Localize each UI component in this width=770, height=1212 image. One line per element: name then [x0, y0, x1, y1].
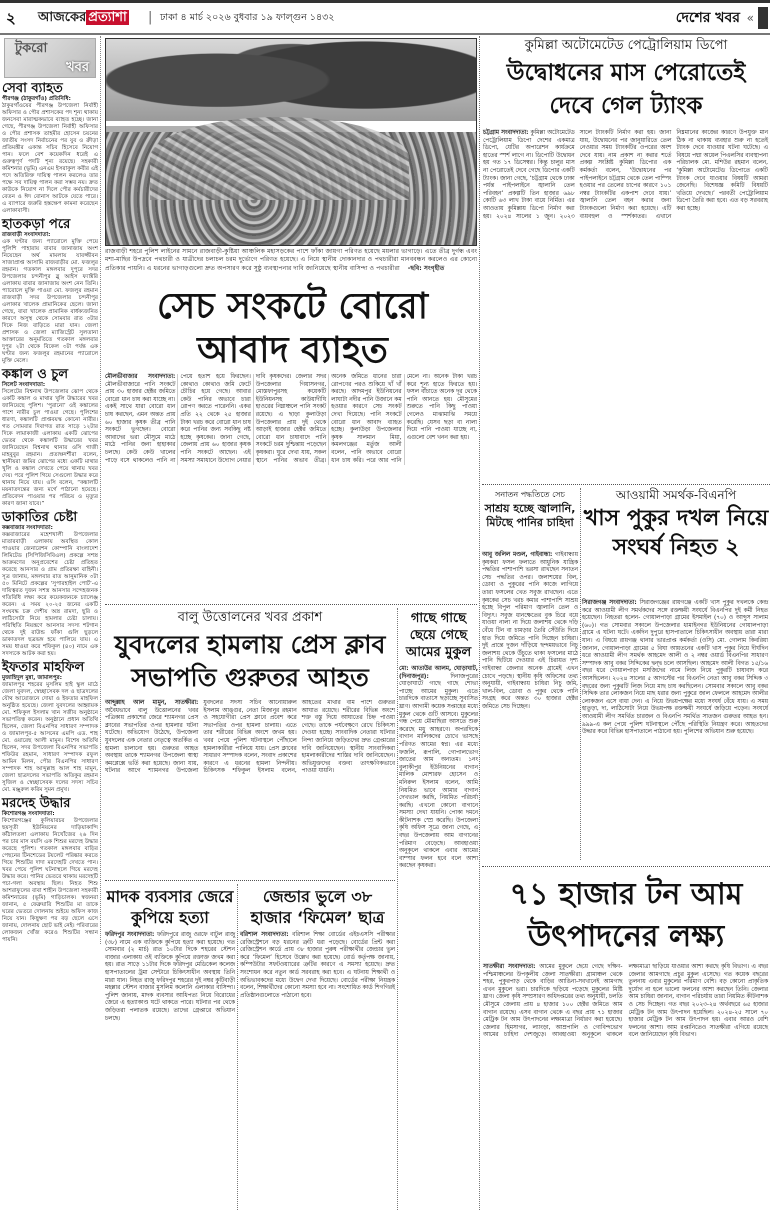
mango-blossom-byline: মো: আতাউর আলম, ঘোড়াঘাট, (দিনাজপুর):: [399, 666, 478, 680]
brief-byline: সিলেট সংবাদদাতা:: [2, 382, 46, 388]
photo-caption: [105, 248, 477, 273]
brief-item: [2, 81, 98, 215]
drug-headline[interactable]: মাদক ব্যবসার জেরে কুপিয়ে হত্যা: [106, 887, 234, 927]
depot-body: [483, 130, 768, 221]
pond-body: [582, 600, 768, 737]
mango-blossom-body: [399, 666, 478, 871]
brief-headline[interactable]: সেবা ব্যাহত: [2, 81, 63, 96]
briefs-banner-bottom: খবর: [66, 60, 89, 75]
drug-byline: ফরিদপুর সংবাদদাতা:: [105, 932, 155, 938]
brief-body: সিলেটের বিশ্বনাথ উপজেলার ঝোপ থেকে একটি কঙ্কাল ও মাথার খুলি উদ্ধারের খবর জানিয়েছে পুলিশ। ‘পুরানো’ ওই কঙ্কালের পাশে নারীর চুল পাওয়া গেছে। পুলিশের ধারণা, কঙ্কালটি প্রাপ্তবয়স্ক কোনো নারীর। গত সোমবার দিবাগত রাত সাড়ে ১২টার দিকে লামাকাজী এলাকায় একটি ঝোপের ভেতর থেকে কঙ্কালটি উদ্ধারের খবর জানিয়েছেন বিশ্বনাথ থানার ওসি গাজী মাহবুবুর রহমান। প্রত্যক্ষদর্শীরা বলেন, স্থানীয়রা জমির ঝোপের মধ্যে একটি মাথার খুলি ও কঙ্কাল দেখতে পেয়ে থানায় খবর দেয়। পরে পুলিশ গিয়ে সেগুলো উদ্ধার করে থানায় নিয়ে যায়। ওসি বলেন, “কঙ্কালটি ময়নাতদন্তের জন্য মর্গে পাঠানো হয়েছে। প্রতিবেদন পাওয়ার পর পরিচয় ও মৃত্যুর কারণ জানা যাবে।”: [2, 389, 98, 507]
divider: [105, 880, 395, 881]
press-club-text: অবৈধভাবে বালু উত্তোলনের খবর পত্রিকায় প্রকাশের জেরে শ্যামনগর প্রেস ক্লাবের সভাপতির ওপর হামলার ঘটনা ঘটেছে। অভিযোগ উঠেছে, উপজেলা যুবদলের এক নেতার নেতৃত্বে অতর্কিত এ হামলা চালানো হয়। গুরুতর আহত অবস্থায় তাকে শ্যামনগর উপজেলা স্বাস্থ্য কমপ্লেক্সে ভর্তি করা হয়েছে। জানা যায়, ঘটনার আগে শ্যামনগর উপজেলা যুবদলের সদস্য সচিব আনোয়ারুল ইসলাম আঙ্গুর, নেতা মিজানুর রহমান ও সহযোগীরা প্রেস ক্লাবে প্রবেশ করে সভাপতির ওপর হামলা চালায়। এতে তার শরীরের বিভিন্ন অংশে জখম হয়। খবর পেয়ে পুলিশ ঘটনাস্থলে পৌঁছালে হামলাকারীরা পালিয়ে যায়। প্রেস ক্লাবের সাধারণ সম্পাদক বলেন, সংবাদ প্রকাশের কারণে এ ধরনের হামলা নিন্দনীয়। চিকিৎসক শফিকুল ইসলাম বলেন, আহতের মাথার বাম পাশে গুরুতর আঘাত রয়েছে। শরীরের বিভিন্ন অংশে শক্ত বস্তু দিয়ে আঘাতের চিহ্ন পাওয়া গেছে। তাকে পর্যবেক্ষণে রেখে চিকিৎসা দেওয়া হচ্ছে। সাংবাদিক নেতারা ঘটনার নিন্দা জানিয়ে জড়িতদের দ্রুত গ্রেপ্তারের দাবি জানিয়েছেন। স্থানীয় সাংবাদিকরা হামলাকারীদের শাস্তির দাবি জানিয়েছেন। অভিযুক্তদের বক্তব্য তাৎক্ষণিকভাবে পাওয়া যায়নি।: [105, 700, 395, 775]
header-rule: [0, 33, 770, 35]
brief-body: জামালপুর শহরের মুসলিম হাই স্কুল মাঠে জেলা যুবদল, স্বেচ্ছাসেবক দল ও ছাত্রদলের যৌথ আয়োজনে দোয়া ও ইফতার মাহফিল অনুষ্ঠিত হয়েছে। জেলা যুবদলের আহ্বায়ক মো. শফিকুল ইসলাম খান সজীব অনুষ্ঠানে সভাপতিত্ব করেন। অনুষ্ঠানে প্রধান অতিথি ছিলেন, জেলা বিএনপির সাধারণ সম্পাদক ও জামালপুর-৫ আসনের এমপি এড. শাহ মো. ওয়ারেছ আলী মামুন। বিশেষ অতিথি ছিলেন, সদর উপজেলা বিএনপির সভাপতি শফিউর রহমান, সাধারণ সম্পাদক রফুল আমিন মিলন, পৌর বিএনপির সাধারণ সম্পাদক শাহ আব্দুল্লাহ আল শাহ মামুন, জেলা ছাত্রদলের সভাপতি অতিকুর রহমান সুজিল ও স্বেচ্ছাসেবক দলের সদস্য সচিব মো. মঞ্জুরুল করিম সুমন প্রমুখ।: [2, 682, 98, 793]
lead-body: [105, 374, 477, 465]
irrigation-text: গাইবান্ধায় কৃষকরা ফসল ফলাতে আধুনিক যান্ত্রিক পদ্ধতির পাশাপাশি ভরসা রাখছেন সনাতন সেচ পদ্ধতির ওপর। জলাশয়ের বিল, ডোবা ও পুকুরের পানি কাজে লাগিয়ে তারা ফসলের খেত সবুজ রাখছেন। এতে কৃষকের সেচ খরচ কমার পাশাপাশি সাশ্রয় হচ্ছে বিপুল পরিমাণ জ্বালানি তেল ও বিদ্যুৎ। সবুজ ধানক্ষেতের বুক চিরে বয়ে যাওয়া নালা না দিয়ে জলাশয় থেকে দড়ি বেঁধে টিন বা চামড়ার তৈরি সেঁউতি দিয়ে হাত দিয়ে জমিতে পানি দিচ্ছেন চাষিরা। দুই প্রান্তে দুজন দাঁড়িয়ে ছন্দময়ভাবে নিচু জলাশয় থেকে উঁচুতে থাকা ফসলের মাঠে পানি ছিটিয়ে দেওয়ার এই চিরায়ত দৃশ্য গাইবান্ধা জেলার অনেক গ্রামেই এখন চোখে পড়ছে। স্থানীয় কৃষি অফিসের তথ্য অনুযায়ী, গাইবান্ধায় চাষিরা নিচু জমি, খাল-বিল, ডোবা ও পুকুর থেকে পানি সংগ্রহ করে অন্তত ৩০ হাজার হেক্টর জমিতে সেচ দিচ্ছেন।: [482, 552, 578, 710]
irrigation-kicker: সনাতন পদ্ধতিতে সেচ: [495, 490, 565, 499]
briefs-column: [0, 36, 101, 944]
brief-byline: রাজবাড়ী সংবাদদাতা:: [2, 232, 51, 238]
mango-target-byline: সাতক্ষীরা সংবাদদাতা:: [483, 964, 536, 970]
logo-accent: প্রত্যাশা: [88, 10, 127, 25]
depot-text: কুমিল্লা অটোমেটেড পেট্রোলিয়াম ডিপো দেশের একমাত্র ডিপো, যেটির অপারেশন কার্যক্রমে হাতের স্পর্শ লাগে না। ডিপোটি উদ্বোধন হয় গত ১৭ ডিসেম্বর। কিন্তু চালুর মাস না পেরোতেই দেবে গেছে ডিপোর একটি ট্যাংক। জানা গেছে, ‘চট্টগ্রাম থেকে ঢাকা পর্যন্ত পাইপলাইনে জ্বালানি তেল পরিবহন’ প্রকল্পটি তিন হাজার ৬৯৮ কোটি ৬৩ লাখ টাকা ব্যয়ে নির্মিত। এর আওতায় কুমিল্লায় ডিপো নির্মাণ করা হয়। ২০২৪ সালের ১ জুন। ২০২৩ সালে ট্যাংকটি নির্মাণ করা হয়। জানা যায়, উদ্বোধনের পর জানুয়ারিতে তেল নেওয়ার সময় ট্যাংকটির ওপরের অংশ দেবে যায়। নাম প্রকাশ না করার শর্তে প্রকল্প সংশ্লিষ্ট কুমিল্লা ডিপোর এক কর্মকর্তা বলেন, ‘উদ্বোধনের পর পাইপলাইনে চট্টগ্রাম থেকে তেল পাম্পিং হওয়ার পর তেলের চাপের কারণে ১০১ নম্বর ট্যাংকটির একপাশ দেবে যায়।’ জ্বালানি তেল বহন করার জন্য ট্যাংকগুলো নির্মাণ করা হয়েছে। এটি ব্যয়বহুল ও স্পর্শকাতর। এখানে নিম্নমানের কাজের কারণে উপযুক্ত মান ঠিক না থাকায় ব্যবহার শুরু না হতেই ট্যাংক দেবে যাওয়ার ঘটনা ঘটেছে। এ বিষয়ে পদ্মা অয়েল পিএলসির ব্যবস্থাপনা পরিচালক মো. মশিউর রহমান বলেন, ‘কুমিল্লা অটোমেটেড ডিপোতে একটি ট্যাংক দেবে যাওয়ার বিষয়টি আমরা জেনেছি। বিশেষজ্ঞ কমিটি বিষয়টি খতিয়ে দেখছে।’ পরবর্তী পেট্রোলিয়াম ডিপো তৈরি করা হবে। এত বড় সরবরাহ করা হচ্ছে।: [483, 130, 768, 220]
section-arrow-icon: «: [746, 11, 754, 25]
depot-kicker: কুমিল্লা অটোমেটেড পেট্রোলিয়াম ডিপো: [524, 38, 728, 53]
pond-kicker: আওয়ামী সমর্থক-বিএনপি: [615, 488, 737, 502]
brief-headline[interactable]: ডাকাতির চেষ্টা: [2, 510, 78, 525]
page-number: ২: [6, 9, 16, 27]
section-title[interactable]: দেশের খবর: [675, 10, 740, 26]
brief-byline: মুজাহিদুল মুন্না, জামালপুর:: [2, 675, 62, 681]
irrigation-headline[interactable]: সাশ্রয় হচ্ছে জ্বালানি, মিটছে পানির চাহিদা: [484, 502, 576, 529]
brief-body: কিশোরগঞ্জের কুলিয়ারচর উপজেলার ছয়সূতী ইউনিয়নের দাড়িয়াকান্দি কাঁঠালতলা এলাকায় নিখোঁজের ২৬ দিন পর চার মাস বয়সি এক শিশুর মরদেহ উদ্ধার করেছে পুলিশ। গতকাল মঙ্গলবার বাড়ির পেছনের টিনশেডের টয়লেট পরিষ্কার করতে গিয়ে শিশুটির দাদা মরদেহটি দেখতে পান। খবর পেয়ে পুলিশ ঘটনাস্থলে গিয়ে মরদেহ উদ্ধার করে। পানির ভেতরে থাকায় মরদেহটি পচা-গলা অবস্থায় ছিল। নিহত শিশু আশরাফুলের বাবা শাহীন উপজেলা সহকারী কমিশনারের (ভূমি) গাড়িচালক। স্বজনরা জানান, ৫ ফেব্রুয়ারি শিশুটির মা তাকে ঘরের ভেতরে দোলনায় শুইয়ে অফিস কাজ নিয়ে যান। কিছুক্ষণ পর বড় ছেলে এসে জানায়, দোলনায় ছোট ভাই নেই। পরিবারের লোকজন খোঁজ করেও শিশুটির সন্ধান পায়নি।: [2, 818, 98, 943]
brief-body: ঠাকুরগাঁওয়ের পীরগঞ্জ উপজেলা নির্বাহী অফিসার ও পৌর প্রশাসকের পদ শূন্য থাকায় জনসেবা মারাত্মকভাবে ব্যাহত হচ্ছে। জানা গেছে, পীরগঞ্জ উপজেলা নির্বাহী অফিসার ও পৌর প্রশাসক তাহমীর হোসেন চয়নের জাতীয় সংসদ নির্বাচনের পর যুব ও ক্রীড়া প্রতিমন্ত্রীর একান্ত সচিব হিসেবে নিয়োগ পান। ফলে বেশ কয়েকদিন ধরেই এ গুরুত্বপূর্ণ পদটি শূন্য রয়েছে। সহকারী কমিশনার (ভূমি) এনএম ইসরাকুল কবীর এই পদে অতিরিক্ত দায়িত্ব পালন করলেও তার পক্ষে সব দায়িত্ব পালন করা সম্ভব নয়। দ্রুত কাউকে নিয়োগ না দিলে পৌর কর্মচারীদের বেতন ও ঈদ বোনাস আটকে যেতে পারে। এ ব্যাপারে জরুরি হস্তক্ষেপ কামনা করেছেন এলাকাবাসী।: [2, 103, 98, 214]
divider: [482, 484, 770, 485]
mango-target-body: [483, 964, 768, 1040]
header-separator: |: [148, 10, 153, 25]
dateline: ঢাকা ৪ মার্চ ২০২৬ বুধবার ১৯ ফাল্গুন ১৪৩২: [160, 12, 335, 23]
brief-item: [2, 367, 98, 508]
brief-item: [2, 796, 98, 944]
brief-headline[interactable]: ইফতার মাহফিল: [2, 660, 85, 675]
brief-byline: কিশোরগঞ্জ সংবাদদাতা:: [2, 811, 55, 817]
caption-text: রাজবাড়ী শহরে পুলিশ লাইনের সামনে রাজবাড়ী-কুষ্টিয়া আঞ্চলিক মহাসড়কের পাশে ফাঁকা জায়গা পরিণত হয়েছে ময়লার ভাগাড়ে। এতে তীব্র দুর্গন্ধ এবং মশা-মাছির উপদ্রবে পথচারী ও যাত্রীদের চলাচল চরম দুর্ভোগে পরিণত হয়েছে। এ নিয়ে স্থানীয় দোকানদার ও পথচারীরা মানববন্ধন করলেও এর কোনো প্রতিকার পায়নি। এ ধরনের ভাগাড়গুলো দ্রুত অপসারণ করে সুষ্ঠু ব্যবস্থাপনার দাবি জানিয়েছে স্থানীয় বাসিন্দা ও পথচারীরা: [105, 248, 477, 272]
press-club-kicker: বালু উত্তোলনের খবর প্রকাশ: [177, 610, 323, 625]
press-club-byline: আব্দুল্লাহ আল মামুন, সাতক্ষীরা:: [105, 700, 199, 706]
mango-target-text: আমের মুকুলে ছেয়ে গেছে দক্ষিণ-পশ্চিমাঞ্চলের উপকূলীয় জেলা সাতক্ষীরা। গ্রামাঞ্চল থেকে শহর, পুকুরপাড় থেকে বাড়ির আঙিনা-সবখানেই আমগাছ এখন মুকুলে ভরা। চারদিকে ছড়িয়ে পড়েছে মুকুলের মিষ্টি ঘ্রাণ। জেলা কৃষি সম্প্রসারণ অধিদপ্তরের তথ্য অনুযায়ী, চলতি মৌসুমে জেলায় প্রায় ৪ হাজার ১০০ হেক্টর জমিতে আম বাগান রয়েছে। এসব বাগান থেকে এ বছর প্রায় ৭১ হাজার মেট্রিক টন আম উৎপাদনের লক্ষ্যমাত্রা নির্ধারণ করা হয়েছে। জেলার হিমসাগর, ল্যাংড়া, আম্রপালি ও গোবিন্দভোগ আমের চাহিদা দেশজুড়ে। আবহাওয়া অনুকূলে থাকলে লক্ষ্যমাত্রা ছাড়িয়ে যাওয়ার আশা করছে কৃষি বিভাগ। এ বছর জেলার আমগাছে প্রচুর মুকুল এসেছে। গত কয়েক বছরের তুলনায় এবার মুকুলের পরিমাণ বেশি। বড় কোনো প্রাকৃতিক দুর্যোগ না হলে ভালো ফলনের আশা করছেন তিনি। জেলার আম চাষিরা জানান, বাগান পরিচর্যায় তারা নিয়মিত কীটনাশক ও সেচ দিচ্ছেন। গত বছর ২০২৩-২৪ অর্থবছরে ৬৫ হাজার মেট্রিক টন আম উৎপাদন হয়েছিল। ২০২৪-২৫ সালে ৭০ হাজার মেট্রিক টন আম উৎপাদন হয়। এবার আরও বেশি ফলনের আশা। আম রপ্তানিতেও সাতক্ষীরা এগিয়ে রয়েছে বলে জানিয়েছেন কৃষি বিভাগ।: [483, 964, 768, 1039]
pond-byline: সিরাজগঞ্জ সংবাদদাতা:: [582, 600, 637, 606]
gender-byline: বরিশাল সংবাদদাতা:: [240, 932, 289, 938]
lead-text: মৌলভীবাজারে পানি সংকটে প্রায় ৩০ হাজার হেক্টর জমিতে বোরো ধান চাষ করা যাচ্ছে না। একই সাথে যারা বোরো ধান চাষ করছেন, এমন অন্তত প্রায় ৬০ হাজার কৃষক তীব্র পানি সংকটে ভুগছেন। বোরো আবাদের ভরা মৌসুমে মাঠে মাঠে পানির জন্য হাহাকার চলছে। কেউ কেউ খালের পাড়ে বসে থাকলেও পানি না পেয়ে হতাশ হয়ে ফিরছেন। কোথাও কোথাও জমি ফেটে চৌচির হয়ে গেছে। আবার কেউ পানির অভাবে চারা রোপণ করতে পারেননি। একর প্রতি ২২ থেকে ২৫ হাজার টাকা খরচ করে বোরো ধান চাষ করে পানির জন্য সবকিছু নষ্ট হচ্ছে কৃষকের। জানা গেছে, জেলায় প্রায় ৬০ হাজার কৃষক পানি সংকটে আছেন। এই সমস্যা সমাধানে উদ্যোগ নেয়ার দাবি কৃষকদের। জেলার সদর উপজেলার গিয়াসনগর, মোস্তফাপুরসহ কয়েকটি ইউনিয়নসহ কাউয়াদীঘি হাওরের নিম্নাঞ্চলে পানি সংকট রয়েছে। এ ছাড়া কুলাউড়া উপজেলার প্রায় দুই থেকে আড়াই হাজার হেক্টর জমিতে বোরো ধান চাষাবাদে পানি সংকটে চরম দুশ্চিন্তায় পড়েছেন কৃষকরা। ঘুরে দেখা যায়, সকল স্থানে পানির অভাব তীব্র। অনেক জমিতে ধানের চারা রোপণের পরও শুকিয়ে খাঁ খাঁ করছে। আদমপুর ইউনিয়নের লাঘাটা নদীর পানি উজানে কম হওয়ার কারণে সেচ সংকট দেখা দিয়েছে। পানি সংকটে বোরো ধান আবাদ ব্যাহত হচ্ছে। কুলাউড়া উপজেলার কৃষক সালমান মিয়া, কমলগঞ্জের মর্তুজ আলী বলেন, পানি অভাবে বোরো ধান চাষ করি। পরে আর পানি মেলে না। অনেক টাকা খরচ করে শূন্য হাতে ফিরতে হয়। ফসল বাঁচাতে অনেক দূর থেকে পানি আনতে হয়। মৌসুমের শুরুতে পানি কিছু পাওয়া গেলেও মাঝামাঝি সময়ে করেছি। যেসব ছড়া বা নালা দিয়ে পানি পাওয়া যাচ্ছে না, এগুলো বেশ খনন করা হয়।: [105, 374, 477, 464]
divider: [479, 36, 480, 1210]
briefs-banner-top: টুকরো: [15, 41, 48, 56]
gender-text: বরিশাল শিক্ষা বোর্ডের এইচএসসি পরীক্ষার রেজিস্ট্রেশনে বড় ধরনের ত্রুটি ধরা পড়েছে। বোর্ডের প্রিন্ট করা রেজিস্ট্রেশন কার্ডে প্রায় ৩৮ হাজার পুরুষ পরীক্ষার্থীর জেন্ডার ভুল করে ‘ফিমেল’ হিসেবে উল্লেখ করা হয়েছে। বোর্ড কর্তৃপক্ষ জানায়, কম্পিউটার সফটওয়্যারের ত্রুটির কারণে এ সমস্যা হয়েছে। দ্রুত সংশোধন করে নতুন কার্ড সরবরাহ করা হবে। এ ঘটনায় শিক্ষার্থী ও অভিভাবকদের মধ্যে উদ্বেগ দেখা দিয়েছে। বোর্ডের পরীক্ষা নিয়ন্ত্রক বলেন, শিক্ষার্থীদের কোনো সমস্যা হবে না। সংশোধিত কার্ড শিগগিরই প্রতিষ্ঠানগুলোতে পাঠানো হবে।: [240, 932, 396, 999]
brief-byline: পীরগঞ্জ (ঠাকুরগাঁও) প্রতিনিধি:: [2, 96, 71, 102]
divider: [105, 604, 477, 605]
gender-body: [240, 932, 395, 1000]
lead-headline[interactable]: সেচ সংকটে বোরো আবাদ ব্যাহত: [156, 285, 429, 371]
irrigation-body: [482, 552, 578, 711]
news-photo-garbage-dump[interactable]: [105, 38, 477, 246]
drug-text: ফরিদপুরে রাজু ওরফে বাটুল রাজু (৩৮) নামে এক ব্যক্তিকে কুপিয়ে হত্যা করা হয়েছে। গত সোমবার (২ মার্চ) রাত ১০টার দিকে শহরের স্টেশন বাজার এলাকায় ওই ব্যক্তিকে কুপিয়ে রক্তাক্ত জখম করা হয়। রাত সাড়ে ১১টার দিকে ফরিদপুর মেডিকেল কলেজ হাসপাতালের ট্রমা সেন্টারে চিকিৎসাধীন অবস্থায় তিনি মারা যান। নিহত রাজু ফরিদপুর শহরের দুই নম্বর কুটিবাড়ী মহল্লার স্টেশন বাজার মুসলিম কলোনি এলাকার বাসিন্দা। পুলিশ জানায়, মাদক ব্যবসার আধিপত্য নিয়ে বিরোধের জেরে এ হত্যাকাণ্ড ঘটে থাকতে পারে। ঘটনার পর থেকে জড়িতরা পলাতক রয়েছে। তাদের গ্রেপ্তারে অভিযান চলছে।: [105, 932, 236, 1022]
brief-byline: কক্সবাজার সংবাদদাতা:: [2, 525, 53, 531]
divider: [397, 608, 398, 1210]
logo-prefix: আজকের: [38, 10, 87, 25]
brief-item: [2, 660, 98, 794]
pond-text: সিরাজগঞ্জের রায়গঞ্জে একটি খাস পুকুর দখলকে কেন্দ্র করে আওয়ামী লীগ সমর্থকদের সঙ্গে রক্তক্ষয়ী সংঘর্ষে বিএনপির দুই কর্মী নিহত হয়েছেন। নিহতরা হলেন- গোয়ালপাড়া গ্রামের ইসমাইল (৭০) ও আব্দুস সালাম (৬০)। গত সোমবার সকালে উপজেলার ধামাইনগর ইউনিয়নের গোয়ালপাড়া গ্রামে এ ঘটনা ঘটে। একদিন দুপুরে হাসপাতালে চিকিৎসাধীন অবস্থায় তারা মারা যান। এ বিষয়ে রায়গঞ্জ থানার ভারপ্রাপ্ত কর্মকর্তা (ওসি) মো. গোলাম কিবরিয়া জানান, গোয়ালপাড়া গ্রামের ৫ বিঘা আয়তনের একটি খাস পুকুর নিয়ে দীর্ঘদিন ধরে আওয়ামী লীগ সমর্থক আহমেদ আলী ও ২ নম্বর ওয়ার্ড বিএনপির সাধারণ সম্পাদক আবু বকর সিদ্দিকের দ্বন্দ্ব চলে আসছিল। আহমেদ আলী বিগত ১৫/১৬ বছর ধরে গোয়ালপাড়া মসজিদের নামে লিজ নিয়ে পুকুরটি চাষাবাদ করে আসছিলেন। ২০২৪ সালের ৫ আগস্টের পর বিএনপি নেতা আবু বকর সিদ্দিক ৩ বছরের জন্য পুকুরটি লিজ নিয়ে মাছ চাষ করছিলেন। সোমবার সকালে আবু বকর সিদ্দিক তার লোকজন নিয়ে মাছ ধরার জন্য পুকুরে জাল ফেললে আহমেদ আলীর লোকজন এসে বাধা দেন। এ নিয়ে উভয়পক্ষের মধ্যে সংঘর্ষ বেঁধে যায়। এ সময় হাতুড়া, দা, লাঠিসোটা নিয়ে উভয়পক্ষ রক্তক্ষয়ী সংঘর্ষে জড়িয়ে পড়েন। সংঘর্ষে আওয়ামী লীগ সমর্থিত চারজন ও বিএনপি সমর্থিত সাতজন গুরুতর আহত হন। ৯৯৯-এ কল পেয়ে পুলিশ ঘটনাস্থলে পৌঁছে পরিস্থিতি নিয়ন্ত্রণ করে। আহতদের উদ্ধার করে বিভিন্ন হাসপাতালে পাঠানো হয়। পুলিশের অভিযান শুরু হয়েছে।: [582, 600, 769, 736]
brief-item: [2, 510, 98, 658]
mango-blossom-text: দিনাজপুরের ঘোড়াঘাটে গাছে গাছে শোভা পাচ্ছে আমের মুকুল। এতে চারদিকে বাতাসে ছড়াচ্ছে সুবাসিত ঘ্রাণ। আগামী কয়েক সপ্তাহের মধ্যে মুকুল থেকে গুটি আসবে। মুকুলের গন্ধ পেয়ে মৌমাছিরা আসতে শুরু করেছে মধু আহরণে। অপরদিকে বাগান মালিকদের চোখে ভাসছে পরিণত আমের স্বপ্ন। এর মধ্যে ফজলি, রূপালি, গোপালভোগ জাতের আম অন্যতম। ১নং বুলাকীপুর ইউনিয়নের বাগান মালিক মোশারফ হোসেন ও মনিরুল ইসলাম বলেন, আমি নিয়মিত ভাবে আমার বাগান দেখভাল করছি, নিয়মিত পরিচর্যা করছি। এখনো কোনো বাগানে সমস্যা দেখা যায়নি। পোকা দমনে কীটনাশক স্প্রে করেছি। উপজেলা কৃষি অফিস সূত্রে জানা গেছে, এ বছর উপজেলায় আম বাগানের পরিমাণ বেড়েছে। আবহাওয়া অনুকূলে থাকলে এবার আমের বাম্পার ফলন হবে বলে আশা করছেন কৃষকরা।: [399, 673, 478, 870]
brief-headline[interactable]: মরদেহ উদ্ধার: [2, 796, 71, 811]
pond-headline[interactable]: খাস পুকুর দখল নিয়ে সংঘর্ষ নিহত ২: [583, 505, 769, 560]
lead-byline: মৌলভীবাজার সংবাদদাতা:: [105, 374, 176, 380]
brief-headline[interactable]: হাতকড়া পরে: [2, 217, 71, 232]
newspaper-logo[interactable]: [38, 9, 129, 27]
divider: [482, 866, 770, 867]
mango-blossom-headline[interactable]: গাছে গাছে ছেয়ে গেছে আমের মুকুল: [405, 611, 472, 660]
section-marker: [758, 7, 768, 29]
press-club-headline[interactable]: যুবদলের হামলায় প্রেস ক্লাব সভাপতি গুরুতর আহত: [114, 630, 386, 692]
depot-headline[interactable]: উদ্বোধনের মাস পেরোতেই দেবে গেল ট্যাংক: [506, 59, 746, 119]
photo-credit: -ছবি: সংগৃহীত: [407, 264, 445, 272]
divider: [580, 488, 581, 860]
depot-byline: চট্টগ্রাম সংবাদদাতা:: [483, 130, 529, 136]
drug-body: [105, 932, 235, 1023]
brief-body: এক ঘণ্টার জন্য প্যারোলে মুক্তি পেয়ে পুলিশি পাহারায় বাবার জানাজায় অংশ নিয়েছেন অর্থ মামলায় যাবজ্জীবন সাজাপ্রাপ্ত আসামি রাজবাড়ীর মো. ফজলুর রহমান। গতকাল মঙ্গলবার দুপুরে সদর উপজেলার চন্দনীপুর ব্লু আইস ফ্যাক্টরি এলাকায় বাবার জানাজায় অংশ নেন তিনি। প্যারোলে মুক্তি পাওয়া মো. ফজলুর রহমান রাজবাড়ী সদর উপজেলার চন্দনীপুর এলাকার খালেক প্রামানিকের ছেলে। জানা গেছে, বাবা খালেক প্রামানিক বার্ধক্যজনিত কারণে অসুস্থ থেকে সোমবার রাত ৩টার দিকে নিজ বাড়িতে মারা যান। জেলা প্রশাসক ও জেলা ম্যাজিস্ট্রেট সুলতানা আক্তারের অনুমতিতে গতকাল মঙ্গলবার দুপুর ২টা থেকে বিকেল ৩টা পর্যন্ত এক ঘণ্টার জন্য ফজলুর রহমানের প্যারোলে মুক্তি মেলে।: [2, 239, 98, 364]
photo-trash-mound: [150, 117, 409, 199]
gender-headline[interactable]: জেন্ডার ভুলে ৩৮ হাজার ‘ফিমেল’ ছাত্র: [250, 887, 385, 927]
brief-headline[interactable]: কঙ্কাল ও চুল: [2, 367, 69, 382]
briefs-banner: [4, 38, 96, 78]
irrigation-byline: আবু জলিল মণ্ডল, গাইবান্ধা:: [482, 552, 553, 558]
brief-body: কক্সবাজারের মহেশখালী উপজেলার মাতারবাড়ী এলাকায় অবস্থিত কোল পাওয়ার জেনারেশন কোম্পানি বাংলাদেশ লিমিটেড (সিপিজিসিবিএল) প্রকল্পে সশস্ত্র আক্রমণের অনুপ্রবেশের চেষ্টা প্রতিহত করেছে আনসার ও গ্রাম প্রতিরক্ষা বাহিনী। সূত্র জানায়, মঙ্গলবার রাত আনুমানিক ৩টা ৫০ মিনিটে প্রকল্পের ‘সুপারহাইল পোর্ট’-এ দায়িত্বরত দুজন সশস্ত্র আনসার সন্দেহজনক গতিবিধি লক্ষ্য করে কয়েকজনকে চ্যালেঞ্জ করেন। এ সময় ২০-২৫ জনের একটি সংঘবদ্ধ চক্র দেশীয় অস্ত্র রামদা, ছুরি ও লাঠিসোটা নিয়ে হামলার চেষ্টা চালায়। পরিস্থিতি নিয়ন্ত্রণে আনসার সদস্য শটগান থেকে দুই রাউন্ড ফাঁকা গুলি ছুড়লে ডাকাতদল ছত্রভঙ্গ হয়ে পালিয়ে যায়। এ সময় ধাওয়া করে শফিকুল (৪০) নামে এক সদস্যকে আটক করা হয়।: [2, 532, 98, 657]
mango-target-headline[interactable]: ৭১ হাজার টন আম উৎপাদনের লক্ষ্য: [509, 877, 743, 954]
page-header: [0, 0, 770, 34]
brief-item: [2, 217, 98, 365]
press-club-body: [105, 700, 395, 776]
divider: [237, 884, 238, 1210]
